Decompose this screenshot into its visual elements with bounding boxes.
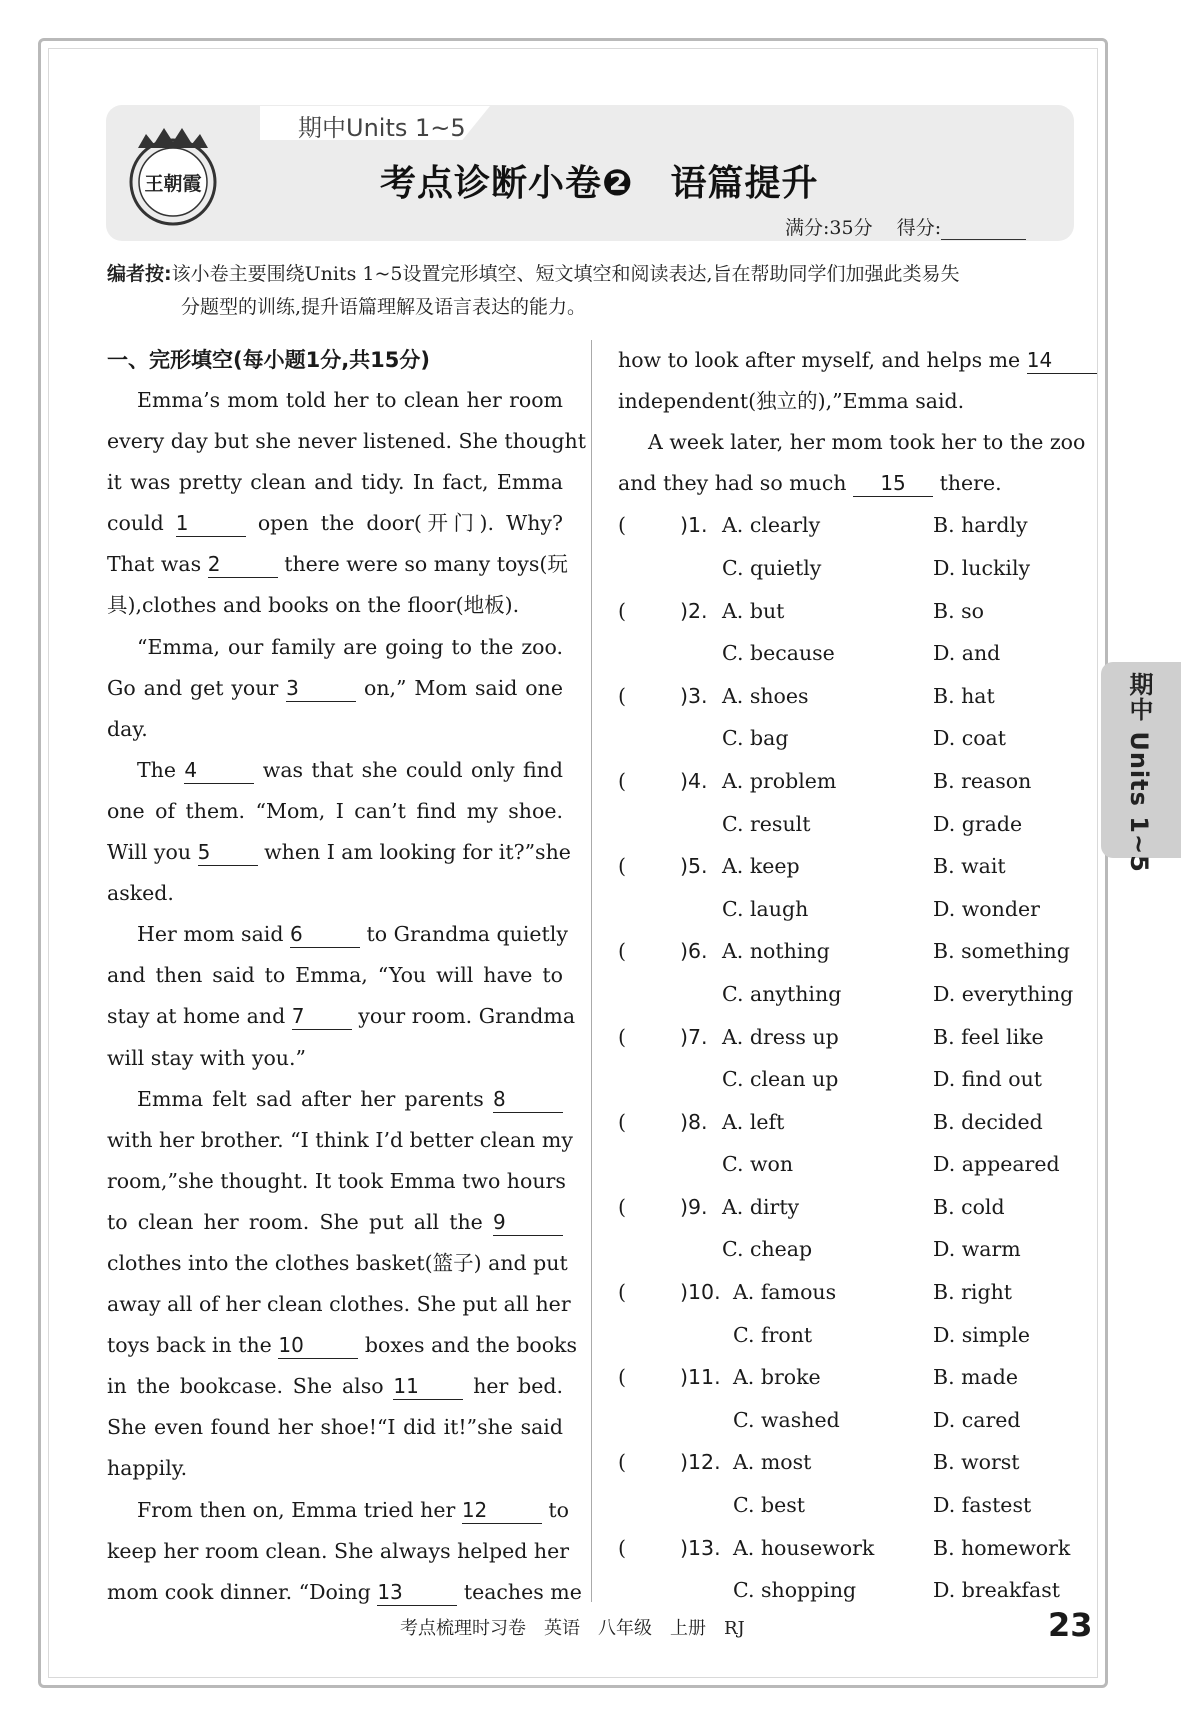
answer-paren[interactable]: (: [618, 513, 626, 538]
answer-paren[interactable]: (: [618, 683, 626, 708]
question-row-2: [618, 1399, 1076, 1442]
option-b[interactable]: B. decided: [933, 1109, 1043, 1134]
passage-line: Emma’s mom told her to clean her room: [137, 388, 563, 412]
note-line-2: 分题型的训练,提升语篇理解及语言表达的能力。: [181, 296, 587, 318]
option-b[interactable]: B. cold: [933, 1194, 1005, 1219]
option-d[interactable]: D. everything: [933, 981, 1074, 1006]
question-number: )2.: [680, 598, 708, 623]
unit-label: 期中Units 1~5: [298, 114, 466, 142]
passage-line: toys back in the 10 boxes and the books: [107, 1333, 577, 1358]
option-b[interactable]: B. so: [933, 598, 984, 623]
answer-paren[interactable]: (: [618, 1450, 626, 1475]
option-b[interactable]: B. hardly: [933, 513, 1028, 538]
option-a[interactable]: A. nothing: [722, 939, 830, 964]
option-d[interactable]: D. find out: [933, 1067, 1043, 1092]
blank-7[interactable]: 7: [292, 1003, 352, 1030]
passage-line: and they had so much 15 there.: [618, 471, 1002, 496]
question-row-2: [618, 1484, 1076, 1527]
question-row: [618, 1441, 1076, 1484]
option-a[interactable]: A. famous: [733, 1280, 837, 1305]
passage-line: stay at home and 7 your room. Grandma: [107, 1004, 576, 1029]
blank-11[interactable]: 11: [393, 1373, 463, 1400]
option-a[interactable]: A. most: [733, 1450, 812, 1475]
passage-line: Will you 5 when I am looking for it?”she: [107, 840, 571, 865]
option-d[interactable]: D. grade: [933, 811, 1023, 836]
answer-paren[interactable]: (: [618, 598, 626, 623]
option-c[interactable]: C. bag: [722, 726, 789, 751]
option-d[interactable]: D. warm: [933, 1237, 1021, 1262]
passage-line: to clean her room. She put all the 9: [107, 1202, 563, 1243]
question-row: [618, 590, 1076, 633]
question-row: [618, 675, 1076, 718]
option-c[interactable]: C. best: [733, 1493, 806, 1518]
option-d[interactable]: D. breakfast: [933, 1578, 1061, 1603]
option-c[interactable]: C. clean up: [722, 1067, 839, 1092]
passage-line: will stay with you.”: [107, 1045, 306, 1070]
note-line-1: 该小卷主要围绕Units 1~5设置完形填空、短文填空和阅读表达,旨在帮助同学们加强此类易失: [171, 263, 960, 285]
answer-paren[interactable]: (: [618, 1194, 626, 1219]
option-b[interactable]: B. feel like: [933, 1024, 1044, 1049]
question-number: )8.: [680, 1109, 708, 1134]
option-b[interactable]: B. hat: [933, 683, 995, 708]
blank-14[interactable]: 14: [1027, 347, 1097, 374]
option-d[interactable]: D. appeared: [933, 1152, 1060, 1177]
question-number: )4.: [680, 768, 708, 793]
option-b[interactable]: B. made: [933, 1365, 1019, 1390]
passage-line: Emma felt sad after her parents 8: [107, 1079, 563, 1120]
score-blank[interactable]: [941, 219, 1026, 240]
answer-paren[interactable]: (: [618, 1535, 626, 1560]
option-c[interactable]: C. cheap: [722, 1237, 813, 1262]
footer-text: 考点梳理时习卷 英语 八年级 上册 RJ: [400, 1618, 745, 1639]
passage-line: away all of her clean clothes. She put all her: [107, 1292, 571, 1317]
question-number: )10.: [680, 1280, 721, 1305]
passage-right-column: [618, 340, 1086, 1612]
option-d[interactable]: D. cared: [933, 1407, 1021, 1432]
passage-line: Go and get your 3 on,” Mom said one: [107, 675, 563, 700]
editor-note: [107, 258, 1082, 324]
passage-line: The 4 was that she could only find: [137, 757, 563, 782]
question-row: [618, 1101, 1076, 1144]
page-number: 23: [1048, 1606, 1093, 1644]
side-tab-label: 期中 Units 1~5: [1125, 672, 1153, 873]
blank-8[interactable]: 8: [493, 1086, 563, 1113]
passage-line: independent(独立的),”Emma said.: [618, 389, 965, 414]
option-a[interactable]: A. broke: [733, 1365, 821, 1390]
passage-line: keep her room clean. She always helped her: [107, 1538, 570, 1563]
question-row: [618, 845, 1076, 888]
blank-4[interactable]: 4: [184, 757, 254, 784]
question-row-2: [618, 803, 1076, 846]
blank-5[interactable]: 5: [198, 839, 258, 866]
option-c[interactable]: C. shopping: [733, 1578, 857, 1603]
option-c[interactable]: C. anything: [722, 981, 842, 1006]
question-number: )13.: [680, 1535, 721, 1560]
passage-line: She even found her shoe!“I did it!”she said: [107, 1415, 563, 1440]
option-a[interactable]: A. clearly: [722, 513, 821, 538]
option-d[interactable]: D. and: [933, 641, 1001, 666]
answer-paren[interactable]: (: [618, 1024, 626, 1049]
question-row-2: [618, 888, 1076, 931]
question-row-2: [618, 1143, 1076, 1186]
passage-line: room,”she thought. It took Emma two hours: [107, 1168, 566, 1193]
logo-text: 王朝霞: [144, 173, 202, 195]
blank-12[interactable]: 12: [462, 1497, 542, 1524]
question-number: )11.: [680, 1365, 721, 1390]
option-a[interactable]: A. left: [722, 1109, 785, 1134]
passage-line: 具),clothes and books on the floor(地板).: [107, 593, 520, 618]
question-number: )3.: [680, 683, 708, 708]
passage-line: one of them. “Mom, I can’t find my shoe.: [107, 798, 563, 823]
option-a[interactable]: A. shoes: [722, 683, 809, 708]
passage-line: A week later, her mom took her to the zoo: [648, 430, 1086, 455]
passage-line: “Emma, our family are going to the zoo.: [137, 634, 563, 659]
passage-line: clothes into the clothes basket(篮子) and put: [107, 1250, 568, 1275]
question-row-2: [618, 717, 1076, 760]
option-d[interactable]: D. luckily: [933, 555, 1031, 580]
option-a[interactable]: A. problem: [722, 768, 837, 793]
blank-13[interactable]: 13: [377, 1579, 457, 1606]
question-row: [618, 930, 1076, 973]
option-a[interactable]: A. keep: [722, 854, 800, 879]
question-number: )7.: [680, 1024, 708, 1049]
question-row: [618, 1527, 1076, 1570]
blank-9[interactable]: 9: [493, 1209, 563, 1236]
passage-line: day.: [107, 716, 148, 741]
option-d[interactable]: D. simple: [933, 1322, 1031, 1347]
question-number: )9.: [680, 1194, 708, 1219]
option-c[interactable]: C. front: [733, 1322, 813, 1347]
paper-title: 考点诊断小卷❷ 语篇提升: [380, 163, 819, 204]
passage-line: happily.: [107, 1456, 188, 1481]
answer-paren[interactable]: (: [618, 1280, 626, 1305]
question-row-2: [618, 547, 1076, 590]
blank-1[interactable]: 1: [176, 510, 246, 537]
passage-line: every day but she never listened. She thought: [107, 429, 586, 454]
passage-line: asked.: [107, 881, 174, 906]
options-list: [618, 504, 1076, 1611]
passage-line: mom cook dinner. “Doing 13 teaches me: [107, 1579, 582, 1604]
option-b[interactable]: B. right: [933, 1280, 1013, 1305]
question-row: [618, 760, 1076, 803]
passage-line: in the bookcase. She also 11 her bed.: [107, 1374, 563, 1399]
option-b[interactable]: B. homework: [933, 1535, 1071, 1560]
option-b[interactable]: B. worst: [933, 1450, 1020, 1475]
question-row: [618, 1016, 1076, 1059]
answer-paren[interactable]: (: [618, 854, 626, 879]
passage-line: could 1 open the door(开门). Why?: [107, 511, 563, 536]
option-c[interactable]: C. result: [722, 811, 811, 836]
passage-line: it was pretty clean and tidy. In fact, Emma: [107, 470, 563, 495]
option-d[interactable]: D. fastest: [933, 1493, 1032, 1518]
option-d[interactable]: D. coat: [933, 726, 1007, 751]
answer-paren[interactable]: (: [618, 1109, 626, 1134]
question-row-2: [618, 973, 1076, 1016]
option-a[interactable]: A. but: [722, 598, 785, 623]
option-c[interactable]: C. laugh: [722, 896, 809, 921]
option-d[interactable]: D. wonder: [933, 896, 1040, 921]
question-number: )5.: [680, 854, 708, 879]
question-number: )6.: [680, 939, 708, 964]
option-a[interactable]: A. housework: [733, 1535, 875, 1560]
publisher-logo: [118, 120, 228, 230]
full-score: 满分:35分: [785, 217, 873, 239]
question-row-2: [618, 632, 1076, 675]
option-b[interactable]: B. something: [933, 939, 1070, 964]
option-a[interactable]: A. dirty: [722, 1194, 800, 1219]
question-row: [618, 504, 1076, 547]
question-row: [618, 1356, 1076, 1399]
option-c[interactable]: C. quietly: [722, 555, 822, 580]
passage-line: with her brother. “I think I’d better clean my: [107, 1127, 573, 1152]
blank-2[interactable]: 2: [208, 551, 278, 578]
question-row: [618, 1271, 1076, 1314]
answer-paren[interactable]: (: [618, 1365, 626, 1390]
passage-line: That was 2 there were so many toys(玩: [107, 552, 568, 577]
score-line: [785, 213, 1026, 240]
passage-left-column: [107, 340, 586, 1613]
option-c[interactable]: C. washed: [733, 1407, 840, 1432]
question-number: )1.: [680, 513, 708, 538]
option-c[interactable]: C. won: [722, 1152, 794, 1177]
column-divider: [591, 340, 592, 1602]
question-row-2: [618, 1058, 1076, 1101]
blank-10[interactable]: 10: [278, 1332, 358, 1359]
blank-3[interactable]: 3: [286, 675, 356, 702]
passage-line: Her mom said 6 to Grandma quietly: [137, 922, 568, 947]
option-b[interactable]: B. wait: [933, 854, 1006, 879]
passage-line: From then on, Emma tried her 12 to: [137, 1497, 569, 1522]
question-row-2: [618, 1314, 1076, 1357]
blank-15[interactable]: 15: [853, 470, 933, 497]
score-label: 得分:: [896, 217, 942, 239]
answer-paren[interactable]: (: [618, 939, 626, 964]
question-row-2: [618, 1569, 1076, 1612]
passage-line: how to look after myself, and helps me 14: [618, 340, 1076, 381]
blank-6[interactable]: 6: [290, 921, 360, 948]
option-a[interactable]: A. dress up: [722, 1024, 839, 1049]
passage-line: and then said to Emma, “You will have to: [107, 963, 563, 988]
option-b[interactable]: B. reason: [933, 768, 1032, 793]
question-number: )12.: [680, 1450, 721, 1475]
section-title: 一、完形填空(每小题1分,共15分): [107, 348, 431, 372]
question-row: [618, 1186, 1076, 1229]
answer-paren[interactable]: (: [618, 768, 626, 793]
note-label: 编者按:: [107, 263, 172, 285]
question-row-2: [618, 1228, 1076, 1271]
option-c[interactable]: C. because: [722, 641, 835, 666]
